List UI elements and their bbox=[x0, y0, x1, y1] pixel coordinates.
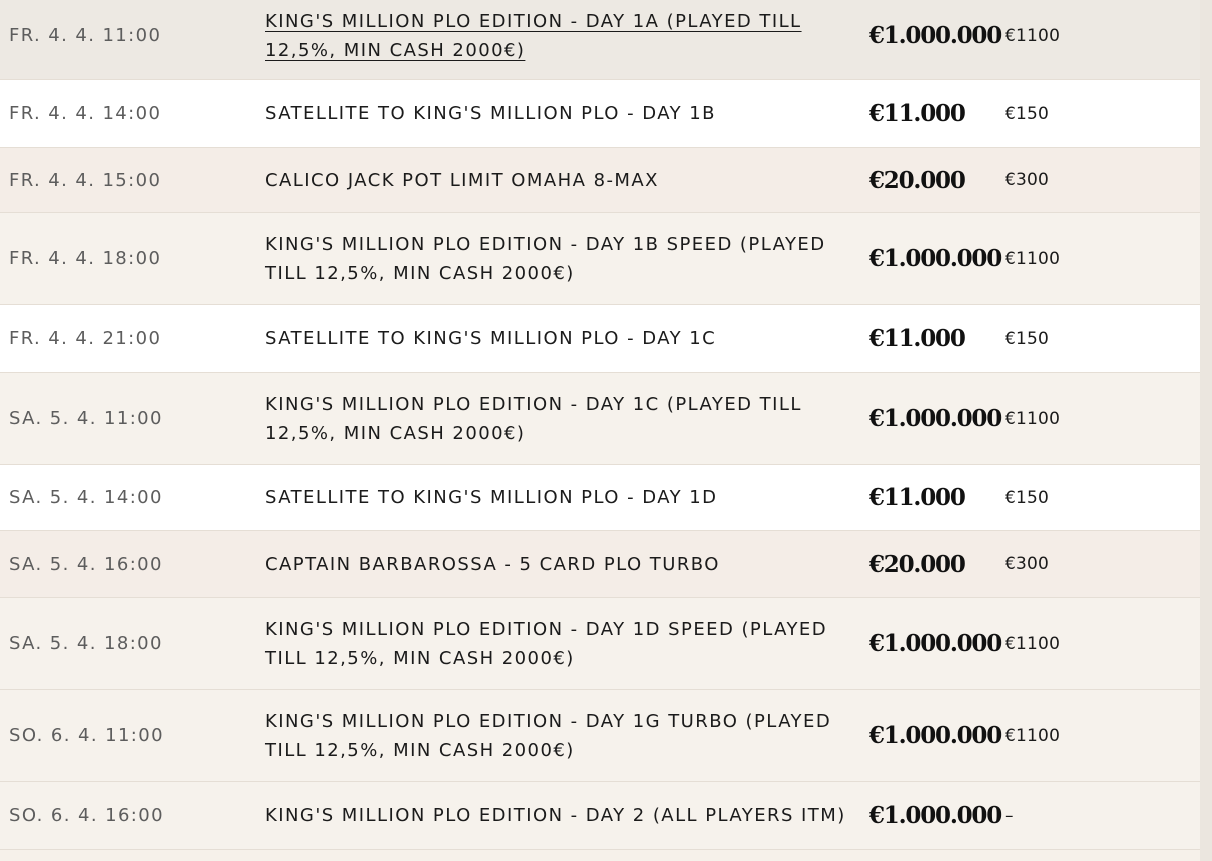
row-prize: €1.000.000 bbox=[869, 245, 1002, 272]
row-buyin: €1100 bbox=[1005, 248, 1061, 269]
row-event: SATELLITE TO KING'S MILLION PLO - DAY 1B bbox=[265, 103, 716, 124]
row-event: KING'S MILLION PLO EDITION - DAY 1B SPEED (PLAYED TILL 12,5%, MIN CASH 2000€) bbox=[265, 233, 826, 284]
table-row bbox=[0, 531, 1200, 598]
row-buyin: €150 bbox=[1005, 487, 1050, 508]
row-prize: €1.000.000 bbox=[869, 802, 1002, 829]
row-date: SA. 5. 4. 11:00 bbox=[9, 408, 163, 429]
row-event: CAPTAIN BARBAROSSA - 5 CARD PLO TURBO bbox=[265, 553, 720, 575]
row-prize: €1.000.000 bbox=[869, 722, 1002, 749]
row-date: SO. 6. 4. 16:00 bbox=[9, 805, 164, 826]
row-date: SA. 5. 4. 14:00 bbox=[9, 487, 163, 508]
row-buyin: €300 bbox=[1005, 170, 1050, 190]
table-row bbox=[0, 598, 1200, 690]
row-event: KING'S MILLION PLO EDITION - DAY 1G TURBO (PLAYED TILL 12,5%, MIN CASH 2000€) bbox=[265, 710, 832, 761]
row-event: SATELLITE TO KING'S MILLION PLO - DAY 1D bbox=[265, 487, 718, 508]
table-row bbox=[0, 213, 1200, 305]
table-row bbox=[0, 465, 1200, 531]
table-row bbox=[0, 0, 1200, 80]
table-row bbox=[0, 305, 1200, 373]
row-buyin: €1100 bbox=[1005, 725, 1061, 746]
row-date: SA. 5. 4. 16:00 bbox=[9, 553, 163, 575]
table-row bbox=[0, 373, 1200, 465]
row-prize: €20.000 bbox=[869, 166, 965, 194]
row-buyin: €1100 bbox=[1005, 408, 1061, 429]
row-prize: €11.000 bbox=[869, 325, 965, 352]
row-prize: €11.000 bbox=[869, 100, 965, 127]
row-event: CALICO JACK POT LIMIT OMAHA 8-MAX bbox=[265, 169, 659, 191]
table-row bbox=[0, 782, 1200, 850]
table-row bbox=[0, 148, 1200, 213]
row-date: SA. 5. 4. 18:00 bbox=[9, 633, 163, 654]
row-event: KING'S MILLION PLO EDITION - DAY 2 (ALL PLAYERS ITM) bbox=[265, 805, 846, 826]
row-prize: €1.000.000 bbox=[869, 630, 1002, 657]
row-event: SATELLITE TO KING'S MILLION PLO - DAY 1C bbox=[265, 328, 717, 349]
row-prize: €20.000 bbox=[869, 550, 965, 578]
row-date: FR. 4. 4. 21:00 bbox=[9, 328, 162, 349]
row-buyin: €150 bbox=[1005, 328, 1050, 349]
row-buyin: €1100 bbox=[1005, 633, 1061, 654]
row-buyin: €300 bbox=[1005, 554, 1050, 574]
row-prize: €1.000.000 bbox=[869, 405, 1002, 432]
row-event: KING'S MILLION PLO EDITION - DAY 1D SPEED (PLAYED TILL 12,5%, MIN CASH 2000€) bbox=[265, 618, 828, 669]
row-date: FR. 4. 4. 15:00 bbox=[9, 169, 162, 191]
row-date: FR. 4. 4. 14:00 bbox=[9, 103, 162, 124]
row-date: SO. 6. 4. 11:00 bbox=[9, 725, 164, 746]
table-row bbox=[0, 80, 1200, 148]
row-buyin: €1100 bbox=[1005, 25, 1061, 46]
row-event: KING'S MILLION PLO EDITION - DAY 1C (PLAYED TILL 12,5%, MIN CASH 2000€) bbox=[265, 393, 802, 444]
row-date: FR. 4. 4. 18:00 bbox=[9, 248, 162, 269]
row-date: FR. 4. 4. 11:00 bbox=[9, 25, 162, 46]
row-prize: €1.000.000 bbox=[869, 22, 1002, 49]
row-buyin: €150 bbox=[1005, 103, 1050, 124]
row-prize: €11.000 bbox=[869, 484, 965, 511]
row-buyin: – bbox=[1005, 805, 1014, 826]
scrollbar-track[interactable] bbox=[1200, 0, 1212, 861]
table-row bbox=[0, 690, 1200, 782]
row-event-link[interactable]: KING'S MILLION PLO EDITION - DAY 1A (PLAYED TILL 12,5%, MIN CASH 2000€) bbox=[265, 10, 802, 61]
